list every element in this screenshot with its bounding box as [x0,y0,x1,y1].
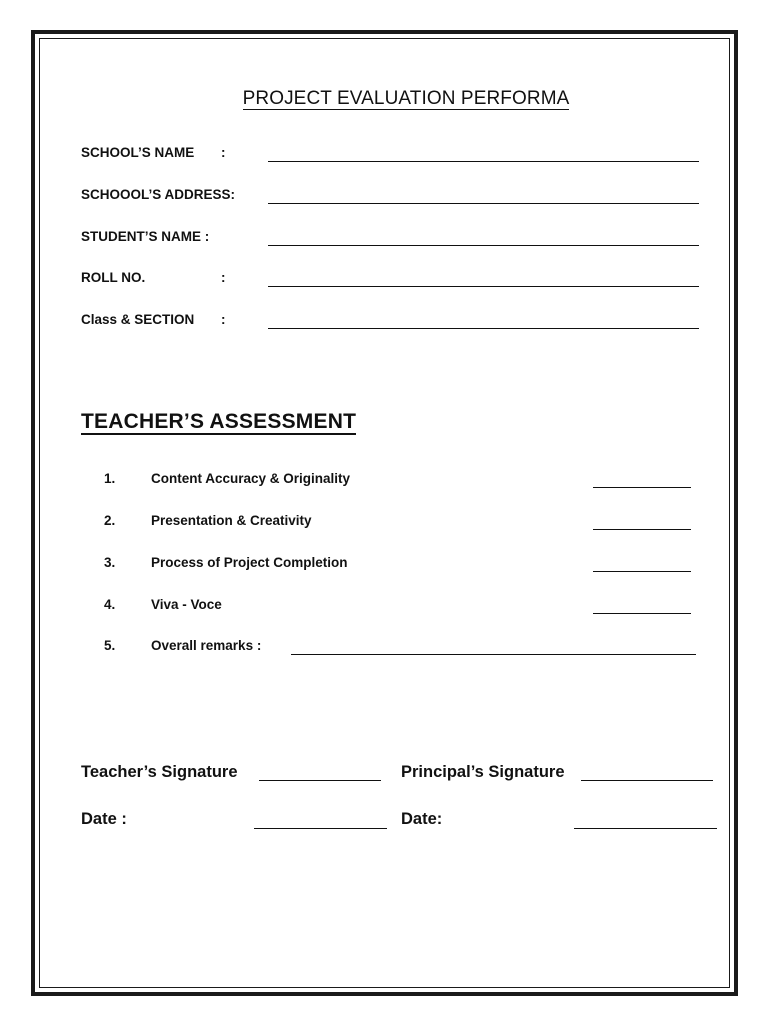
viva-voce-mark-field[interactable] [593,613,691,614]
item-number: 2. [104,513,116,528]
item-number: 4. [104,597,116,612]
school-address-label: SCHOOOL’S ADDRESS: [81,187,236,202]
school-name-colon: : [221,145,226,160]
principal-date-field[interactable] [574,828,717,829]
principal-signature-field[interactable] [581,780,713,781]
assessment-item [104,597,704,619]
item-label: Process of Project Completion [151,555,348,570]
item-label: Viva - Voce [151,597,222,612]
student-name-row [81,229,701,251]
principal-date-label: Date: [401,810,443,828]
roll-no-row [81,270,701,292]
item-number: 1. [104,471,116,486]
roll-no-label: ROLL NO. [81,270,146,285]
overall-remarks-field[interactable] [291,654,696,655]
item-label: Content Accuracy & Originality [151,471,351,486]
principal-signature-label: Principal’s Signature [401,763,565,781]
teacher-date-field[interactable] [254,828,387,829]
content-accuracy-mark-field[interactable] [593,487,691,488]
assessment-item [104,555,704,577]
school-address-row [81,187,701,209]
student-name-field[interactable] [268,245,699,246]
roll-no-field[interactable] [268,286,699,287]
presentation-mark-field[interactable] [593,529,691,530]
assessment-item [104,471,704,493]
item-number: 3. [104,555,116,570]
school-name-row [81,145,701,167]
school-name-field[interactable] [268,161,699,162]
class-section-row [81,312,701,334]
assessment-title-text: TEACHER’S ASSESSMENT [81,410,357,433]
page-title-text: PROJECT EVALUATION PERFORMA [242,88,570,109]
teacher-signature-field[interactable] [259,780,381,781]
class-section-colon: : [221,312,226,327]
assessment-item [104,513,704,535]
class-section-label: Class & SECTION [81,312,195,327]
school-name-label: SCHOOL’S NAME [81,145,195,160]
teacher-signature-label: Teacher’s Signature [81,763,238,781]
item-label: Overall remarks : [151,638,262,653]
roll-no-colon: : [221,270,226,285]
school-address-field[interactable] [268,203,699,204]
assessment-item [104,638,704,660]
page-title [0,88,768,110]
assessment-title [81,410,356,434]
teacher-date-label: Date : [81,810,127,828]
item-label: Presentation & Creativity [151,513,312,528]
class-section-field[interactable] [268,328,699,329]
process-mark-field[interactable] [593,571,691,572]
student-name-label: STUDENT’S NAME : [81,229,210,244]
item-number: 5. [104,638,116,653]
